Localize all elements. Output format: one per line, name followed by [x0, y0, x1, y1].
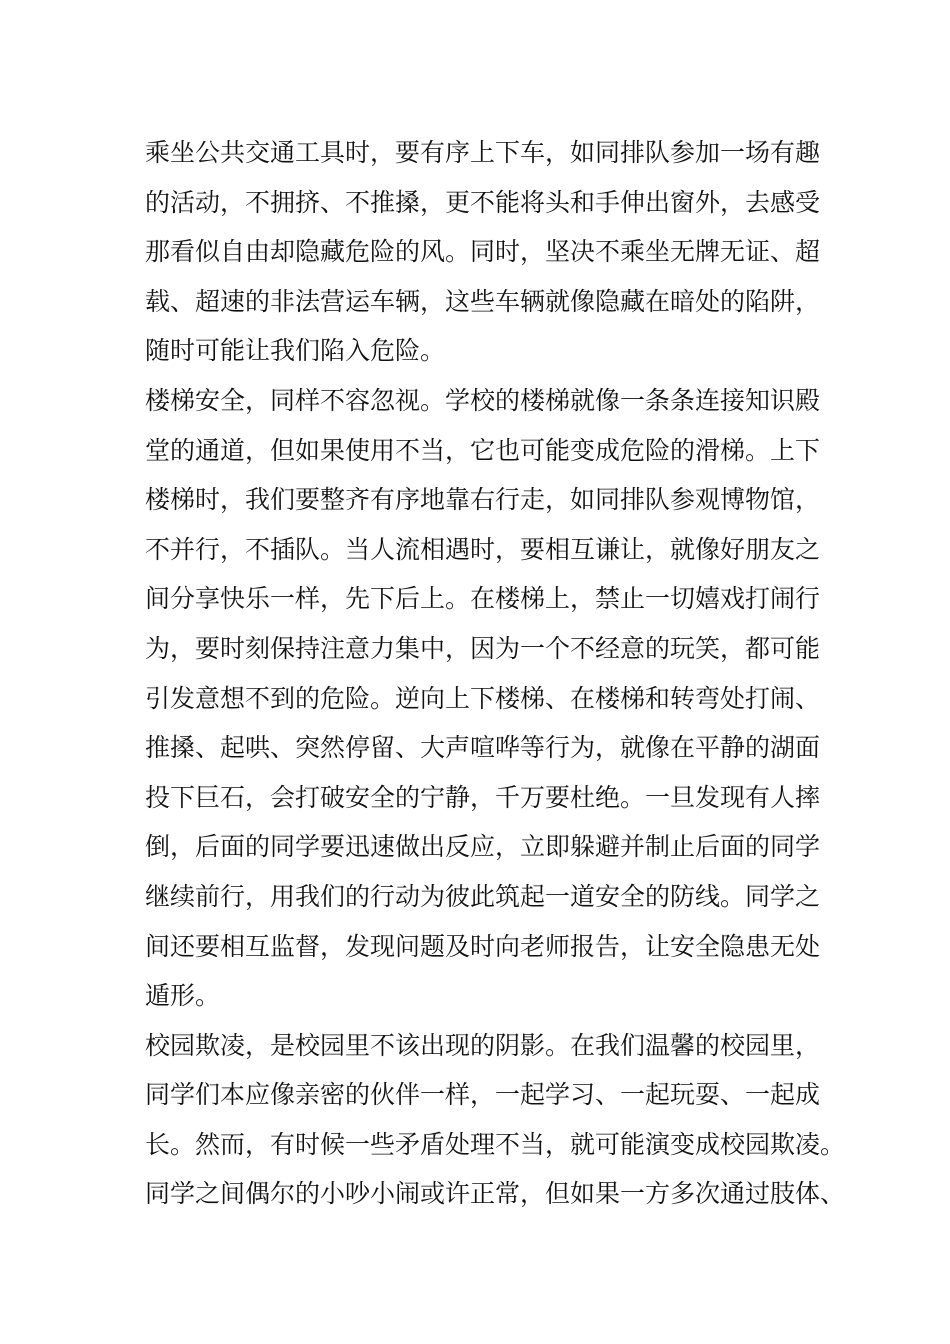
text-line: 间还要相互监督，发现问题及时向老师报告，让安全隐患无处 [145, 931, 821, 961]
text-line: 那看似自由却隐藏危险的风。同时，坚决不乘坐无牌无证、超 [145, 237, 821, 267]
text-line: 楼梯安全，同样不容忽视。学校的楼梯就像一条条连接知识殿 [145, 385, 821, 415]
text-line: 的活动，不拥挤、不推搡，更不能将头和手伸出窗外，去感受 [145, 187, 821, 217]
body-text [145, 128, 846, 1219]
text-line: 长。然而，有时候一些矛盾处理不当，就可能演变成校园欺凌。 [145, 1129, 846, 1159]
text-line: 为，要时刻保持注意力集中，因为一个不经意的玩笑，都可能 [145, 633, 821, 663]
text-line: 引发意想不到的危险。逆向上下楼梯、在楼梯和转弯处打闹、 [145, 683, 821, 713]
text-line: 投下巨石，会打破安全的宁静，千万要杜绝。一旦发现有人摔 [145, 782, 821, 812]
text-line: 校园欺凌，是校园里不该出现的阴影。在我们温馨的校园里， [145, 1030, 821, 1060]
text-line: 乘坐公共交通工具时，要有序上下车，如同排队参加一场有趣 [145, 138, 821, 167]
text-line: 同学之间偶尔的小吵小闹或许正常，但如果一方多次通过肢体、 [145, 1179, 846, 1209]
text-line: 楼梯时，我们要整齐有序地靠右行走，如同排队参观博物馆， [145, 485, 821, 515]
text-line: 随时可能让我们陷入危险。 [145, 336, 446, 366]
text-line: 遁形。 [145, 981, 221, 1011]
text-line: 倒，后面的同学要迅速做出反应，立即躲避并制止后面的同学 [145, 832, 821, 862]
text-line: 不并行，不插队。当人流相遇时，要相互谦让，就像好朋友之 [145, 534, 821, 564]
text-line: 推搡、起哄、突然停留、大声喧哗等行为，就像在平静的湖面 [145, 733, 821, 763]
text-line: 载、超速的非法营运车辆，这些车辆就像隐藏在暗处的陷阱， [145, 286, 821, 316]
text-line: 间分享快乐一样，先下后上。在楼梯上，禁止一切嬉戏打闹行 [145, 584, 821, 614]
text-line: 堂的通道，但如果使用不当，它也可能变成危险的滑梯。上下 [145, 435, 821, 465]
text-line: 继续前行，用我们的行动为彼此筑起一道安全的防线。同学之 [145, 881, 821, 911]
text-line: 同学们本应像亲密的伙伴一样，一起学习、一起玩耍、一起成 [145, 1080, 821, 1110]
